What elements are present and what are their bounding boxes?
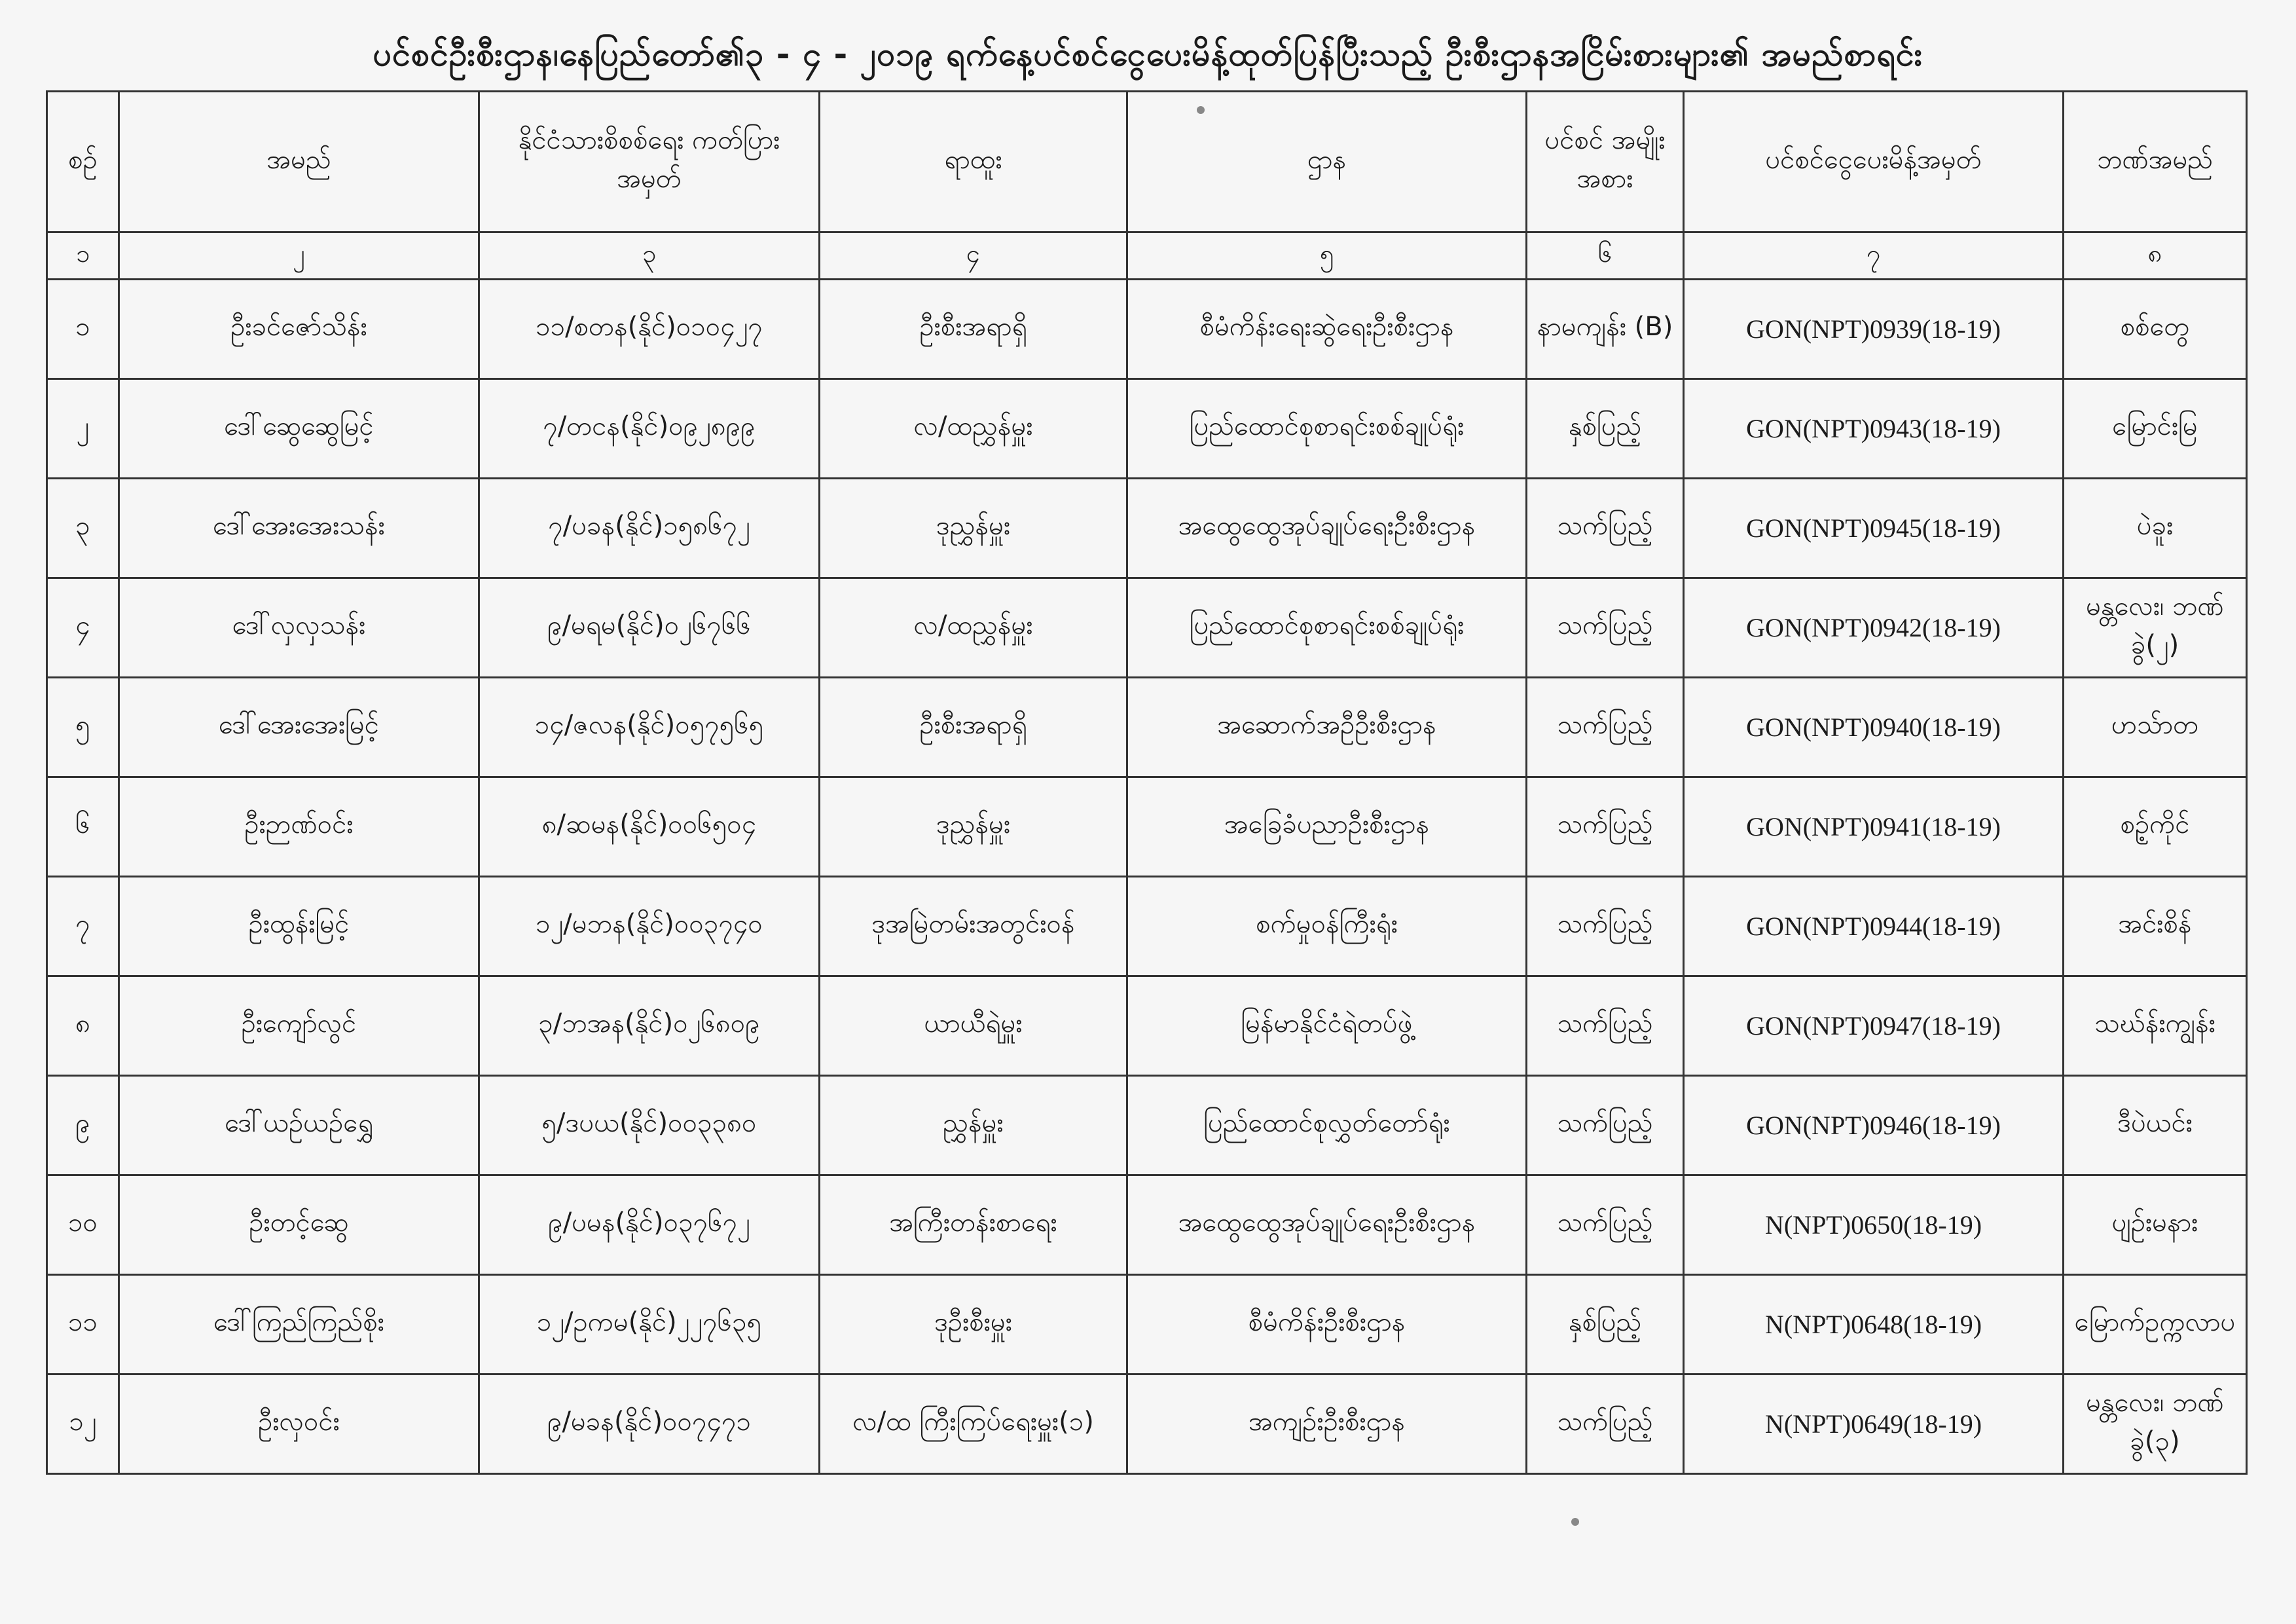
- cell-department: ပြည်ထောင်စုစာရင်းစစ်ချုပ်ရုံး: [1127, 379, 1527, 479]
- column-number: ၈: [2064, 232, 2247, 280]
- cell-serial: ၅: [47, 678, 119, 777]
- table-row: [47, 280, 2247, 379]
- table-row: [47, 578, 2247, 678]
- cell-bank: ပဲခူး: [2064, 479, 2247, 578]
- cell-name: ဒေါ်ဆွေဆွေမြင့်: [119, 379, 479, 479]
- cell-nrc: ၉/မခန(နိုင်)၀၀၇၄၇၁: [479, 1375, 820, 1474]
- table-row: [47, 1375, 2247, 1474]
- cell-bank: ဟသ်ာတ: [2064, 678, 2247, 777]
- cell-bank: ပျဉ်းမနား: [2064, 1175, 2247, 1275]
- cell-pension-type: နှစ်ပြည့်: [1527, 379, 1684, 479]
- cell-rank: ဦးစီးအရာရှိ: [820, 678, 1127, 777]
- cell-pension-order: GON(NPT)0944(18-19): [1684, 877, 2064, 976]
- cell-pension-type: သက်ပြည့်: [1527, 1175, 1684, 1275]
- column-header-nrc: နိုင်ငံသားစိစစ်ရေး ကတ်ပြားအမှတ်: [479, 92, 820, 232]
- cell-name: ဒေါ်ကြည်ကြည်စိုး: [119, 1275, 479, 1375]
- cell-pension-type: နာမကျန်း (B): [1527, 280, 1684, 379]
- table-row: [47, 976, 2247, 1076]
- cell-pension-type: သက်ပြည့်: [1527, 578, 1684, 678]
- cell-rank: လ/ထ ကြီးကြပ်ရေးမှူး(၁): [820, 1375, 1127, 1474]
- cell-department: စီမံကိန်းဦးစီးဌာန: [1127, 1275, 1527, 1375]
- cell-bank: ဒီပဲယင်း: [2064, 1076, 2247, 1175]
- header-row: [47, 92, 2247, 232]
- cell-bank: သဃ်န်းကျွန်း: [2064, 976, 2247, 1076]
- cell-rank: ဒုဦးစီးမှူး: [820, 1275, 1127, 1375]
- cell-nrc: ၁၂/မဘန(နိုင်)၀၀၃၇၄၀: [479, 877, 820, 976]
- table-row: [47, 777, 2247, 877]
- table-row: [47, 1275, 2247, 1375]
- cell-serial: ၁၁: [47, 1275, 119, 1375]
- cell-nrc: ၉/မရမ(နိုင်)၀၂၆၇၆၆: [479, 578, 820, 678]
- column-number: ၃: [479, 232, 820, 280]
- cell-pension-order: GON(NPT)0939(18-19): [1684, 280, 2064, 379]
- cell-nrc: ၇/ပခန(နိုင်)၁၅၈၆၇၂: [479, 479, 820, 578]
- cell-bank: မန္တလေး၊ ဘဏ်ခွဲ(၂): [2064, 578, 2247, 678]
- cell-nrc: ၁၁/စတန(နိုင်)၀၁၀၄၂၇: [479, 280, 820, 379]
- cell-nrc: ၅/ဒပယ(နိုင်)၀၀၃၃၈၀: [479, 1076, 820, 1175]
- cell-pension-type: သက်ပြည့်: [1527, 1076, 1684, 1175]
- cell-serial: ၃: [47, 479, 119, 578]
- cell-nrc: ၉/ပမန(နိုင်)၀၃၇၆၇၂: [479, 1175, 820, 1275]
- cell-nrc: ၇/တငန(နိုင်)၀၉၂၈၉၉: [479, 379, 820, 479]
- cell-pension-order: N(NPT)0648(18-19): [1684, 1275, 2064, 1375]
- column-header-rank: ရာထူး: [820, 92, 1127, 232]
- cell-pension-type: သက်ပြည့်: [1527, 976, 1684, 1076]
- scan-speck: [1197, 106, 1205, 114]
- cell-pension-type: နှစ်ပြည့်: [1527, 1275, 1684, 1375]
- cell-department: စီမံကိန်းရေးဆွဲရေးဦးစီးဌာန: [1127, 280, 1527, 379]
- table-row: [47, 379, 2247, 479]
- column-number: ၅: [1127, 232, 1527, 280]
- column-header-department: ဌာန: [1127, 92, 1527, 232]
- cell-name: ဒေါ်လှလှသန်း: [119, 578, 479, 678]
- cell-pension-order: GON(NPT)0947(18-19): [1684, 976, 2064, 1076]
- column-number: ၄: [820, 232, 1127, 280]
- cell-department: ပြည်ထောင်စုလွှတ်တော်ရုံး: [1127, 1076, 1527, 1175]
- cell-pension-order: GON(NPT)0946(18-19): [1684, 1076, 2064, 1175]
- cell-department: အထွေထွေအုပ်ချုပ်ရေးဦးစီးဌာန: [1127, 1175, 1527, 1275]
- column-header-pension-order: ပင်စင်ငွေပေးမိန့်အမှတ်: [1684, 92, 2064, 232]
- column-number: ၁: [47, 232, 119, 280]
- cell-pension-order: N(NPT)0650(18-19): [1684, 1175, 2064, 1275]
- cell-serial: ၁၀: [47, 1175, 119, 1275]
- cell-serial: ၂: [47, 379, 119, 479]
- cell-pension-type: သက်ပြည့်: [1527, 777, 1684, 877]
- cell-pension-type: သက်ပြည့်: [1527, 678, 1684, 777]
- cell-name: ဒေါ်အေးအေးသန်း: [119, 479, 479, 578]
- cell-pension-type: သက်ပြည့်: [1527, 1375, 1684, 1474]
- cell-department: အဆောက်အဦဦးစီးဌာန: [1127, 678, 1527, 777]
- cell-pension-order: GON(NPT)0941(18-19): [1684, 777, 2064, 877]
- pension-list-table: [46, 90, 2248, 1475]
- cell-pension-type: သက်ပြည့်: [1527, 479, 1684, 578]
- column-number: ၂: [119, 232, 479, 280]
- cell-rank: ဦးစီးအရာရှိ: [820, 280, 1127, 379]
- column-number-row: [47, 232, 2247, 280]
- table-row: [47, 1076, 2247, 1175]
- cell-rank: အကြီးတန်းစာရေး: [820, 1175, 1127, 1275]
- cell-nrc: ၁၄/ဇလန(နိုင်)၀၅၇၅၆၅: [479, 678, 820, 777]
- cell-serial: ၁: [47, 280, 119, 379]
- cell-name: ဦးလှဝင်း: [119, 1375, 479, 1474]
- cell-department: အထွေထွေအုပ်ချုပ်ရေးဦးစီးဌာန: [1127, 479, 1527, 578]
- table-row: [47, 678, 2247, 777]
- cell-serial: ၇: [47, 877, 119, 976]
- cell-nrc: ၁၂/ဥကမ(နိုင်)၂၂၇၆၃၅: [479, 1275, 820, 1375]
- cell-rank: ဒုအမြဲတမ်းအတွင်းဝန်: [820, 877, 1127, 976]
- cell-rank: ဒုညွှန်မှူး: [820, 479, 1127, 578]
- cell-bank: စဉ့်ကိုင်: [2064, 777, 2247, 877]
- cell-bank: မြောင်းမြ: [2064, 379, 2247, 479]
- column-header-pension-type: ပင်စင် အမျိုး အစား: [1527, 92, 1684, 232]
- cell-nrc: ၃/ဘအန(နိုင်)၀၂၆၈၀၉: [479, 976, 820, 1076]
- cell-bank: မန္တလေး၊ ဘဏ်ခွဲ(၃): [2064, 1375, 2247, 1474]
- cell-name: ဦးဉာဏ်ဝင်း: [119, 777, 479, 877]
- cell-serial: ၆: [47, 777, 119, 877]
- cell-rank: ယာယီရဲမှူး: [820, 976, 1127, 1076]
- column-header-bank: ဘဏ်အမည်: [2064, 92, 2247, 232]
- cell-serial: ၈: [47, 976, 119, 1076]
- page-title: ပင်စင်ဦးစီးဌာန၊နေပြည်တော်၏၃ - ၄ - ၂၀၁၉ ရက်နေ့ပင်စင်ငွေပေးမိန့်ထုတ်ပြန်ပြီးသည့် ဦးစီးဌာနအငြိမ်းစားများ၏ အမည်စာရင်း: [373, 35, 1923, 73]
- cell-pension-order: GON(NPT)0942(18-19): [1684, 578, 2064, 678]
- cell-rank: လ/ထညွှန်မှူး: [820, 379, 1127, 479]
- cell-name: ဦးကျော်လွင်: [119, 976, 479, 1076]
- cell-bank: မြောက်ဥက္ကလာပ: [2064, 1275, 2247, 1375]
- column-number: ၇: [1684, 232, 2064, 280]
- cell-nrc: ၈/ဆမန(နိုင်)၀၀၆၅၀၄: [479, 777, 820, 877]
- cell-pension-order: GON(NPT)0943(18-19): [1684, 379, 2064, 479]
- cell-department: မြန်မာနိုင်ငံရဲတပ်ဖွဲ့: [1127, 976, 1527, 1076]
- cell-bank: စစ်တွေ: [2064, 280, 2247, 379]
- scan-speck: [1571, 1518, 1579, 1526]
- cell-bank: အင်းစိန်: [2064, 877, 2247, 976]
- cell-pension-type: သက်ပြည့်: [1527, 877, 1684, 976]
- column-number: ၆: [1527, 232, 1684, 280]
- cell-rank: ညွှန်မှူး: [820, 1076, 1127, 1175]
- cell-name: ဒေါ်အေးအေးမြင့်: [119, 678, 479, 777]
- cell-rank: ဒုညွှန်မှူး: [820, 777, 1127, 877]
- column-header-serial: စဉ်: [47, 92, 119, 232]
- cell-serial: ၉: [47, 1076, 119, 1175]
- cell-department: စက်မှုဝန်ကြီးရုံး: [1127, 877, 1527, 976]
- cell-pension-order: GON(NPT)0940(18-19): [1684, 678, 2064, 777]
- cell-name: ဦးထွန်းမြင့်: [119, 877, 479, 976]
- cell-department: အခြေခံပညာဦးစီးဌာန: [1127, 777, 1527, 877]
- cell-rank: လ/ထညွှန်မှူး: [820, 578, 1127, 678]
- column-header-name: အမည်: [119, 92, 479, 232]
- cell-pension-order: GON(NPT)0945(18-19): [1684, 479, 2064, 578]
- cell-pension-order: N(NPT)0649(18-19): [1684, 1375, 2064, 1474]
- cell-serial: ၄: [47, 578, 119, 678]
- table-row: [47, 1175, 2247, 1275]
- cell-name: ဦးတင့်ဆွေ: [119, 1175, 479, 1275]
- cell-serial: ၁၂: [47, 1375, 119, 1474]
- table-row: [47, 479, 2247, 578]
- cell-department: ပြည်ထောင်စုစာရင်းစစ်ချုပ်ရုံး: [1127, 578, 1527, 678]
- cell-name: ဒေါ်ယဉ်ယဉ်ရွှေ: [119, 1076, 479, 1175]
- cell-department: အကျဉ်းဦးစီးဌာန: [1127, 1375, 1527, 1474]
- table-row: [47, 877, 2247, 976]
- cell-name: ဦးခင်ဇော်သိန်း: [119, 280, 479, 379]
